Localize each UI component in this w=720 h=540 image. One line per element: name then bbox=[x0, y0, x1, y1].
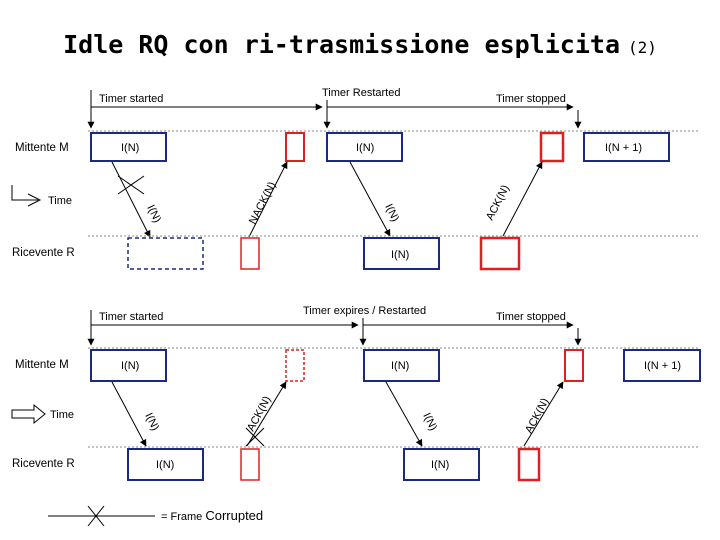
corruption-cross bbox=[118, 176, 144, 194]
timer-expires-label: Timer expires / Restarted bbox=[303, 305, 427, 317]
title-text: Idle RQ con ri-trasmissione esplicita bbox=[63, 30, 620, 59]
corrupted-frame bbox=[241, 238, 259, 269]
frame-label: I(N) bbox=[431, 459, 450, 471]
timer-started-label: Timer started bbox=[99, 311, 164, 323]
message-arrow bbox=[350, 162, 390, 236]
corrupted-frame bbox=[565, 350, 583, 381]
ack-arrow bbox=[503, 162, 542, 236]
frame-label: I(N) bbox=[156, 459, 175, 471]
ack-label: ACK(N) bbox=[483, 183, 512, 223]
frame-label: I(N) bbox=[121, 360, 140, 372]
nack-label: NACK(N) bbox=[246, 180, 279, 227]
frame-label-next: I(N + 1) bbox=[644, 360, 681, 372]
frame-label-next: I(N + 1) bbox=[605, 142, 642, 154]
frame-label: I(N) bbox=[391, 249, 410, 261]
timer-restarted-label: Timer Restarted bbox=[322, 87, 401, 99]
sender-label: Mittente M bbox=[15, 142, 69, 154]
message-arrow bbox=[112, 382, 146, 446]
ack-label: ACK(N) bbox=[245, 394, 274, 434]
scenario-1 bbox=[12, 87, 700, 269]
timer-stopped-label: Timer stopped bbox=[496, 93, 566, 105]
message-label: I(N) bbox=[142, 411, 162, 433]
message-label: I(N) bbox=[144, 203, 164, 225]
corrupted-frame bbox=[519, 449, 539, 480]
timer-started-label: Timer started bbox=[99, 93, 164, 105]
legend-text bbox=[161, 508, 263, 523]
corrupted-frame bbox=[286, 133, 304, 161]
lost-frame-box bbox=[128, 238, 203, 269]
corrupted-frame-dashed bbox=[286, 350, 304, 381]
legend bbox=[48, 506, 263, 526]
frame-label: I(N) bbox=[121, 142, 140, 154]
message-arrow bbox=[386, 382, 422, 446]
message-label: I(N) bbox=[382, 202, 402, 224]
time-arrow-icon bbox=[12, 405, 45, 423]
frame-label: I(N) bbox=[391, 360, 410, 372]
ack-label: ACK(N) bbox=[523, 396, 552, 436]
timer-stopped-label: Timer stopped bbox=[496, 311, 566, 323]
corrupted-frame bbox=[241, 449, 259, 480]
receiver-label: Ricevente R bbox=[12, 247, 75, 259]
message-label: I(N) bbox=[420, 411, 440, 433]
time-indicator bbox=[12, 185, 38, 200]
legend-prefix: = Frame bbox=[161, 511, 203, 523]
message-arrow bbox=[112, 162, 150, 237]
corrupted-frame bbox=[541, 133, 563, 161]
legend-corrupted-word: Corrupted bbox=[205, 508, 264, 523]
title-suffix: (2) bbox=[628, 38, 657, 57]
corrupted-frame bbox=[481, 238, 519, 269]
time-label: Time bbox=[48, 195, 73, 207]
time-label: Time bbox=[50, 409, 75, 421]
frame-label: I(N) bbox=[356, 142, 375, 154]
scenario-2 bbox=[12, 305, 700, 480]
receiver-label: Ricevente R bbox=[12, 458, 75, 470]
sender-label: Mittente M bbox=[15, 359, 69, 371]
